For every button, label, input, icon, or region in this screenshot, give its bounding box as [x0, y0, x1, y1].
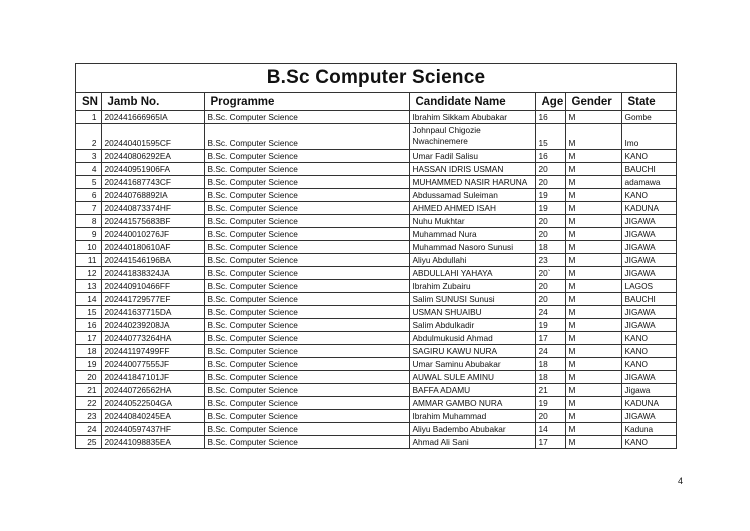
table-row: [76, 410, 676, 423]
cell-gender: M: [565, 163, 621, 176]
cell-jamb-no: 202440239208JA: [101, 319, 204, 332]
cell-programme: B.Sc. Computer Science: [204, 163, 409, 176]
cell-sn: 24: [76, 423, 101, 436]
cell-gender: M: [565, 228, 621, 241]
cell-state: KANO: [621, 150, 676, 163]
cell-state: KANO: [621, 332, 676, 345]
cell-age: 21: [535, 384, 565, 397]
cell-sn: 21: [76, 384, 101, 397]
cell-programme: B.Sc. Computer Science: [204, 332, 409, 345]
table-row: [76, 150, 676, 163]
cell-candidate-name: Nuhu Mukhtar: [409, 215, 535, 228]
cell-sn: 7: [76, 202, 101, 215]
cell-programme: B.Sc. Computer Science: [204, 345, 409, 358]
cell-gender: M: [565, 124, 621, 150]
document-table-container: [75, 63, 677, 449]
cell-programme: B.Sc. Computer Science: [204, 397, 409, 410]
cell-sn: 22: [76, 397, 101, 410]
table-row: [76, 267, 676, 280]
cell-jamb-no: 202440910466FF: [101, 280, 204, 293]
cell-state: adamawa: [621, 176, 676, 189]
cell-gender: M: [565, 306, 621, 319]
table-row: [76, 371, 676, 384]
cell-age: 18: [535, 371, 565, 384]
table-row: [76, 280, 676, 293]
cell-sn: 20: [76, 371, 101, 384]
cell-jamb-no: 202441575683BF: [101, 215, 204, 228]
cell-candidate-name: Aliyu Abdullahi: [409, 254, 535, 267]
cell-programme: B.Sc. Computer Science: [204, 176, 409, 189]
table-row: [76, 293, 676, 306]
cell-candidate-name: Ahmad Ali Sani: [409, 436, 535, 449]
cell-state: KANO: [621, 345, 676, 358]
cell-gender: M: [565, 111, 621, 124]
cell-age: 16: [535, 111, 565, 124]
cell-candidate-name: Umar Fadil Salisu: [409, 150, 535, 163]
table-row: [76, 176, 676, 189]
cell-programme: B.Sc. Computer Science: [204, 202, 409, 215]
cell-programme: B.Sc. Computer Science: [204, 306, 409, 319]
cell-age: 19: [535, 397, 565, 410]
cell-candidate-name: Johnpaul Chigozie Nwachinemere: [409, 124, 535, 150]
cell-age: 20: [535, 280, 565, 293]
cell-sn: 19: [76, 358, 101, 371]
cell-gender: M: [565, 280, 621, 293]
cell-state: Gombe: [621, 111, 676, 124]
cell-jamb-no: 202440773264HA: [101, 332, 204, 345]
cell-age: 15: [535, 124, 565, 150]
table-row: [76, 436, 676, 449]
cell-candidate-name: Aliyu Badembo Abubakar: [409, 423, 535, 436]
cell-candidate-name: Ibrahim Sikkam Abubakar: [409, 111, 535, 124]
cell-sn: 9: [76, 228, 101, 241]
cell-jamb-no: 202440840245EA: [101, 410, 204, 423]
cell-jamb-no: 202441098835EA: [101, 436, 204, 449]
cell-age: 24: [535, 306, 565, 319]
cell-jamb-no: 202440726562HA: [101, 384, 204, 397]
cell-gender: M: [565, 384, 621, 397]
table-row: [76, 202, 676, 215]
cell-age: 20: [535, 293, 565, 306]
cell-gender: M: [565, 293, 621, 306]
cell-state: JIGAWA: [621, 228, 676, 241]
cell-state: KADUNA: [621, 397, 676, 410]
table-header-row: [76, 93, 676, 111]
cell-programme: B.Sc. Computer Science: [204, 384, 409, 397]
table-row: [76, 163, 676, 176]
cell-jamb-no: 202440806292EA: [101, 150, 204, 163]
cell-jamb-no: 202441197499FF: [101, 345, 204, 358]
cell-sn: 11: [76, 254, 101, 267]
cell-state: BAUCHI: [621, 163, 676, 176]
cell-programme: B.Sc. Computer Science: [204, 410, 409, 423]
cell-gender: M: [565, 358, 621, 371]
header-gender: Gender: [565, 93, 621, 111]
cell-age: 20: [535, 215, 565, 228]
cell-age: 19: [535, 202, 565, 215]
cell-age: 20: [535, 176, 565, 189]
header-sn: SN: [76, 93, 101, 111]
cell-programme: B.Sc. Computer Science: [204, 124, 409, 150]
cell-age: 24: [535, 345, 565, 358]
cell-sn: 10: [76, 241, 101, 254]
cell-state: JIGAWA: [621, 410, 676, 423]
cell-age: 16: [535, 150, 565, 163]
cell-programme: B.Sc. Computer Science: [204, 215, 409, 228]
cell-state: JIGAWA: [621, 371, 676, 384]
header-state: State: [621, 93, 676, 111]
cell-candidate-name: AUWAL SULE AMINU: [409, 371, 535, 384]
cell-gender: M: [565, 332, 621, 345]
cell-candidate-name: Umar Saminu Abubakar: [409, 358, 535, 371]
cell-programme: B.Sc. Computer Science: [204, 254, 409, 267]
cell-gender: M: [565, 241, 621, 254]
cell-sn: 15: [76, 306, 101, 319]
cell-jamb-no: 202440522504GA: [101, 397, 204, 410]
header-jamb-no: Jamb No.: [101, 93, 204, 111]
cell-programme: B.Sc. Computer Science: [204, 150, 409, 163]
cell-age: 19: [535, 189, 565, 202]
cell-state: JIGAWA: [621, 319, 676, 332]
header-age: Age: [535, 93, 565, 111]
table-row: [76, 332, 676, 345]
cell-state: BAUCHI: [621, 293, 676, 306]
cell-age: 14: [535, 423, 565, 436]
cell-gender: M: [565, 176, 621, 189]
table-row: [76, 306, 676, 319]
cell-sn: 25: [76, 436, 101, 449]
cell-sn: 17: [76, 332, 101, 345]
cell-programme: B.Sc. Computer Science: [204, 371, 409, 384]
cell-state: Kaduna: [621, 423, 676, 436]
cell-jamb-no: 202441838324JA: [101, 267, 204, 280]
cell-gender: M: [565, 345, 621, 358]
cell-sn: 1: [76, 111, 101, 124]
cell-candidate-name: Muhammad Nasoro Sunusi: [409, 241, 535, 254]
cell-candidate-name: Abdulmukusid Ahmad: [409, 332, 535, 345]
cell-gender: M: [565, 189, 621, 202]
cell-programme: B.Sc. Computer Science: [204, 319, 409, 332]
cell-candidate-name: Salim SUNUSI Sunusi: [409, 293, 535, 306]
cell-jamb-no: 202440077555JF: [101, 358, 204, 371]
cell-gender: M: [565, 371, 621, 384]
cell-state: Imo: [621, 124, 676, 150]
cell-jamb-no: 202441847101JF: [101, 371, 204, 384]
cell-state: KADUNA: [621, 202, 676, 215]
cell-sn: 8: [76, 215, 101, 228]
cell-age: 17: [535, 436, 565, 449]
cell-candidate-name: HASSAN IDRIS USMAN: [409, 163, 535, 176]
cell-age: 20: [535, 228, 565, 241]
table-row: [76, 189, 676, 202]
table-row: [76, 228, 676, 241]
cell-sn: 4: [76, 163, 101, 176]
cell-candidate-name: SAGIRU KAWU NURA: [409, 345, 535, 358]
cell-sn: 14: [76, 293, 101, 306]
cell-age: 23: [535, 254, 565, 267]
table-row: [76, 423, 676, 436]
cell-age: 18: [535, 358, 565, 371]
cell-candidate-name: Abdussamad Suleiman: [409, 189, 535, 202]
cell-sn: 3: [76, 150, 101, 163]
cell-state: JIGAWA: [621, 241, 676, 254]
cell-sn: 2: [76, 124, 101, 150]
cell-state: JIGAWA: [621, 306, 676, 319]
cell-programme: B.Sc. Computer Science: [204, 189, 409, 202]
cell-gender: M: [565, 436, 621, 449]
cell-sn: 23: [76, 410, 101, 423]
cell-gender: M: [565, 267, 621, 280]
cell-state: JIGAWA: [621, 267, 676, 280]
cell-jamb-no: 202440597437HF: [101, 423, 204, 436]
cell-programme: B.Sc. Computer Science: [204, 111, 409, 124]
cell-state: KANO: [621, 436, 676, 449]
cell-jamb-no: 202441637715DA: [101, 306, 204, 319]
cell-sn: 18: [76, 345, 101, 358]
cell-candidate-name: MUHAMMED NASIR HARUNA: [409, 176, 535, 189]
candidates-table: [76, 93, 676, 448]
cell-state: Jigawa: [621, 384, 676, 397]
cell-gender: M: [565, 397, 621, 410]
cell-jamb-no: 202441666965IA: [101, 111, 204, 124]
cell-programme: B.Sc. Computer Science: [204, 241, 409, 254]
cell-state: KANO: [621, 189, 676, 202]
cell-jamb-no: 202441546196BA: [101, 254, 204, 267]
cell-gender: M: [565, 254, 621, 267]
cell-candidate-name: BAFFA ADAMU: [409, 384, 535, 397]
table-row: [76, 111, 676, 124]
cell-state: KANO: [621, 358, 676, 371]
page-title: B.Sc Computer Science: [76, 64, 676, 93]
cell-programme: B.Sc. Computer Science: [204, 358, 409, 371]
cell-candidate-name: Ibrahim Zubairu: [409, 280, 535, 293]
cell-jamb-no: 202440873374HF: [101, 202, 204, 215]
table-row: [76, 254, 676, 267]
cell-candidate-name: Salim Abdulkadir: [409, 319, 535, 332]
cell-gender: M: [565, 215, 621, 228]
cell-state: LAGOS: [621, 280, 676, 293]
table-row: [76, 345, 676, 358]
cell-programme: B.Sc. Computer Science: [204, 267, 409, 280]
table-row: [76, 124, 676, 150]
cell-state: JIGAWA: [621, 215, 676, 228]
cell-age: 20: [535, 410, 565, 423]
cell-jamb-no: 202441687743CF: [101, 176, 204, 189]
cell-age: 17: [535, 332, 565, 345]
cell-programme: B.Sc. Computer Science: [204, 280, 409, 293]
cell-sn: 5: [76, 176, 101, 189]
cell-candidate-name: USMAN SHUAIBU: [409, 306, 535, 319]
cell-age: 20: [535, 163, 565, 176]
cell-jamb-no: 202440180610AF: [101, 241, 204, 254]
header-programme: Programme: [204, 93, 409, 111]
cell-programme: B.Sc. Computer Science: [204, 436, 409, 449]
cell-sn: 16: [76, 319, 101, 332]
cell-gender: M: [565, 202, 621, 215]
cell-programme: B.Sc. Computer Science: [204, 293, 409, 306]
cell-state: JIGAWA: [621, 254, 676, 267]
cell-jamb-no: 202440401595CF: [101, 124, 204, 150]
table-row: [76, 241, 676, 254]
cell-candidate-name: AMMAR GAMBO NURA: [409, 397, 535, 410]
cell-gender: M: [565, 319, 621, 332]
cell-candidate-name: ABDULLAHI YAHAYA: [409, 267, 535, 280]
cell-jamb-no: 202440768892IA: [101, 189, 204, 202]
header-candidate-name: Candidate Name: [409, 93, 535, 111]
cell-programme: B.Sc. Computer Science: [204, 423, 409, 436]
cell-sn: 6: [76, 189, 101, 202]
cell-jamb-no: 202440010276JF: [101, 228, 204, 241]
cell-candidate-name: Muhammad Nura: [409, 228, 535, 241]
cell-jamb-no: 202441729577EF: [101, 293, 204, 306]
cell-gender: M: [565, 423, 621, 436]
cell-age: 20`: [535, 267, 565, 280]
cell-sn: 13: [76, 280, 101, 293]
table-row: [76, 397, 676, 410]
cell-candidate-name: AHMED AHMED ISAH: [409, 202, 535, 215]
cell-age: 19: [535, 319, 565, 332]
cell-programme: B.Sc. Computer Science: [204, 228, 409, 241]
table-row: [76, 215, 676, 228]
cell-candidate-name: Ibrahim Muhammad: [409, 410, 535, 423]
cell-age: 18: [535, 241, 565, 254]
page-number: 4: [678, 476, 684, 486]
table-row: [76, 358, 676, 371]
cell-jamb-no: 202440951906FA: [101, 163, 204, 176]
cell-gender: M: [565, 150, 621, 163]
cell-gender: M: [565, 410, 621, 423]
table-row: [76, 319, 676, 332]
cell-sn: 12: [76, 267, 101, 280]
table-row: [76, 384, 676, 397]
